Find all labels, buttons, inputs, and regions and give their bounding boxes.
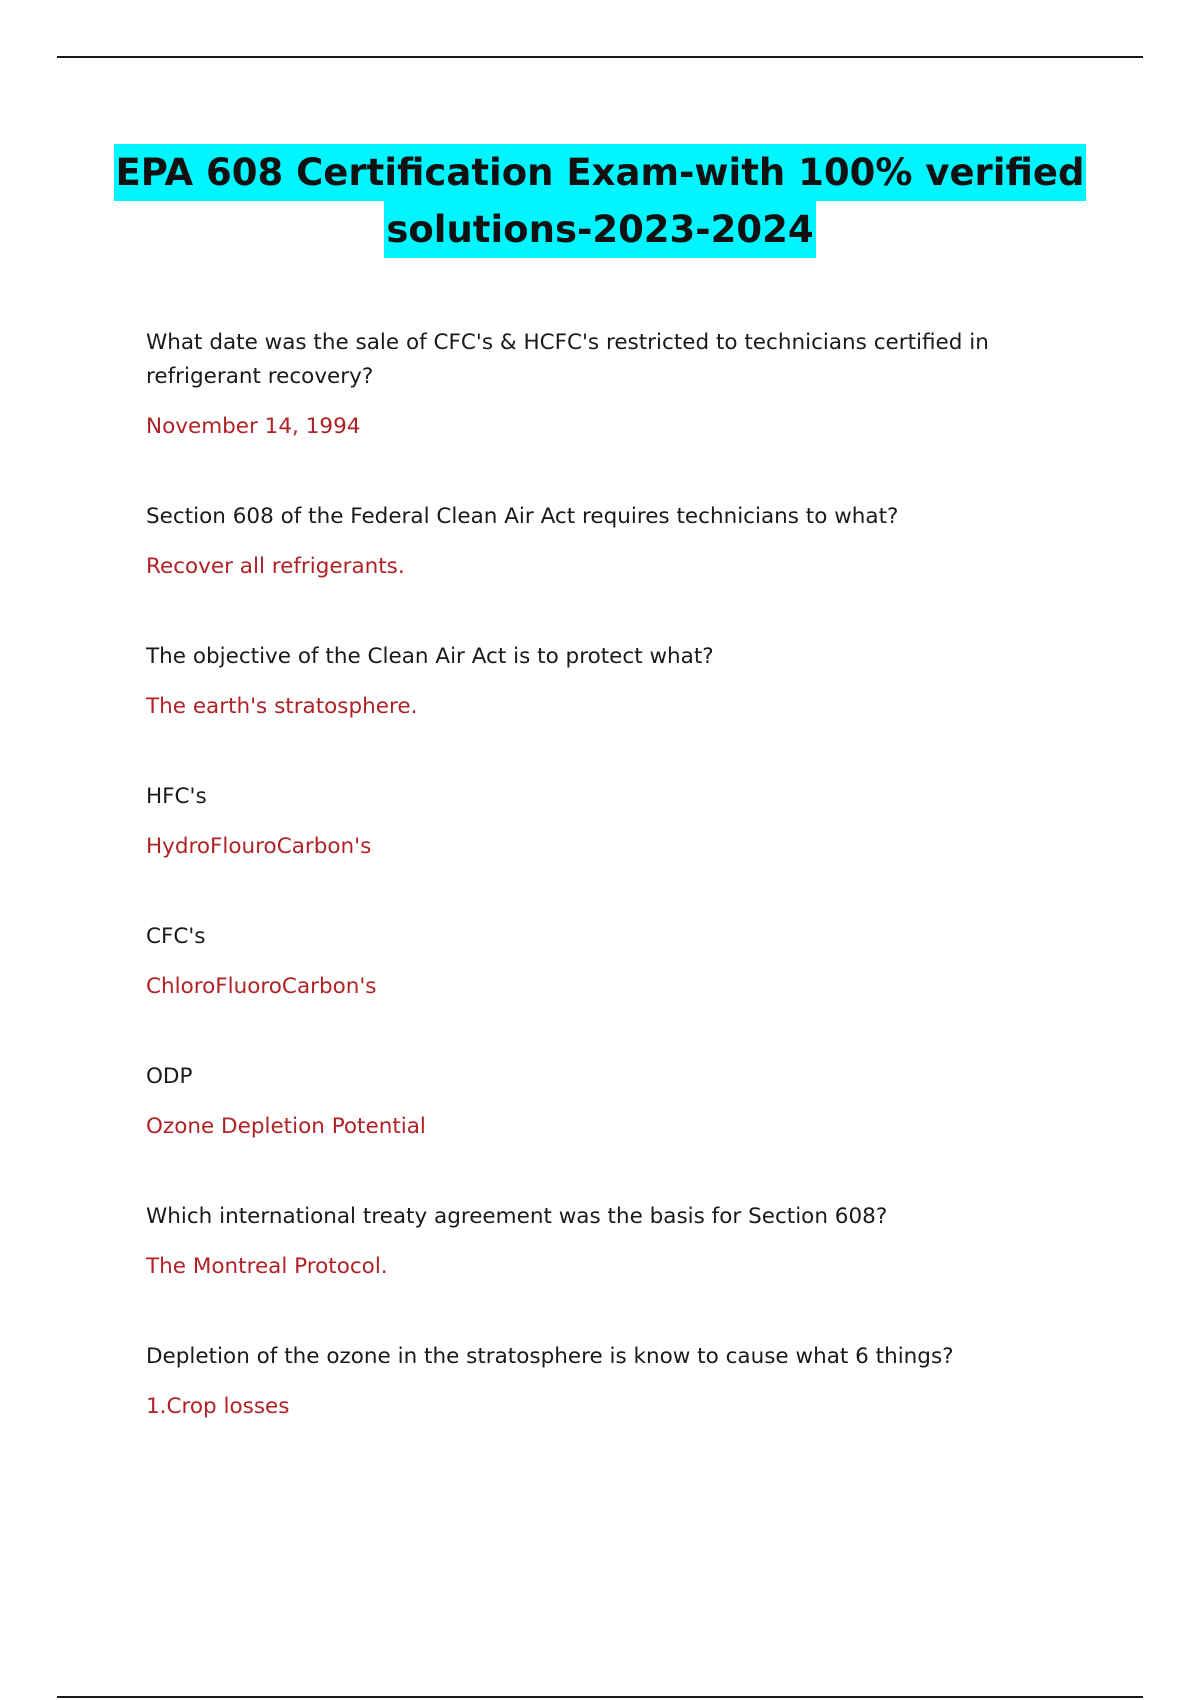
- answer-text: 1.Crop losses: [146, 1394, 290, 1419]
- qa-item: [146, 640, 1026, 724]
- qa-item: [146, 326, 1026, 444]
- qa-item: [146, 1060, 1026, 1144]
- footer-rule: [57, 1696, 1143, 1698]
- qa-list: [146, 326, 1026, 1480]
- qa-item: [146, 920, 1026, 1004]
- question-text: ODP: [146, 1064, 193, 1089]
- question-text: The objective of the Clean Air Act is to protect what?: [146, 644, 714, 669]
- answer-text: November 14, 1994: [146, 414, 361, 439]
- question-text: HFC's: [146, 784, 207, 809]
- answer-text: HydroFlouroCarbon's: [146, 834, 372, 859]
- title-line-2: solutions-2023-2024: [384, 201, 815, 258]
- question-text: Depletion of the ozone in the stratosphere is know to cause what 6 things?: [146, 1344, 954, 1369]
- question-text: Section 608 of the Federal Clean Air Act requires technicians to what?: [146, 504, 899, 529]
- header-rule: [57, 56, 1143, 58]
- answer-text: Ozone Depletion Potential: [146, 1114, 426, 1139]
- answer-text: ChloroFluoroCarbon's: [146, 974, 377, 999]
- qa-item: [146, 780, 1026, 864]
- answer-text: The Montreal Protocol.: [146, 1254, 388, 1279]
- question-text: Which international treaty agreement was the basis for Section 608?: [146, 1204, 888, 1229]
- title-line-1: EPA 608 Certification Exam-with 100% verified: [114, 144, 1087, 201]
- qa-item: [146, 500, 1026, 584]
- qa-item: [146, 1340, 1026, 1424]
- question-text: CFC's: [146, 924, 206, 949]
- qa-item: [146, 1200, 1026, 1284]
- answer-text: Recover all refrigerants.: [146, 554, 405, 579]
- document-title: [0, 144, 1200, 258]
- answer-text: The earth's stratosphere.: [146, 694, 418, 719]
- question-text: What date was the sale of CFC's & HCFC's restricted to technicians certified in refrigerant recovery?: [146, 330, 989, 389]
